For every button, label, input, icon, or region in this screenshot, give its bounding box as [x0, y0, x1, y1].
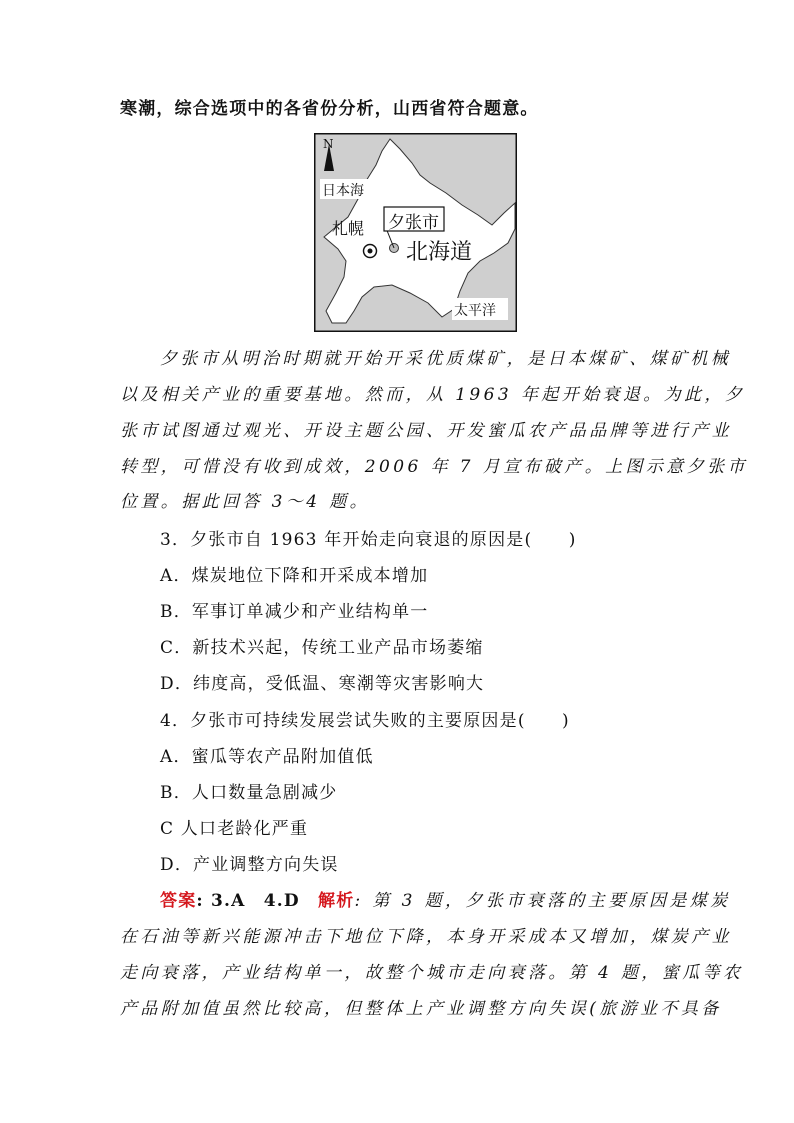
question-3-option-a: A．煤炭地位下降和开采成本增加 — [160, 566, 429, 586]
analysis-label: 解析 — [318, 891, 355, 911]
sapporo-label: 札幌 — [332, 219, 365, 238]
answer-colon: : — [196, 891, 204, 911]
question-3-option-c: C．新技术兴起，传统工业产品市场萎缩 — [160, 638, 484, 658]
question-3-stem: 3．夕张市自 1963 年开始走向衰退的原因是( ) — [160, 530, 577, 550]
analysis-first-line: : 第 3 题，夕张市衰落的主要原因是煤炭 — [354, 891, 731, 911]
analysis-line: 走向衰落，产业结构单一，故整个城市走向衰落。第 4 题，蜜瓜等农 — [120, 963, 744, 983]
pacific-label: 太平洋 — [454, 303, 496, 319]
question-3-option-b: B．军事订单减少和产业结构单一 — [160, 602, 429, 622]
answer-label: 答案 — [160, 891, 197, 911]
hokkaido-map — [314, 133, 517, 332]
question-4-stem: 4．夕张市可持续发展尝试失败的主要原因是( ) — [160, 711, 570, 731]
passage-line: 转型，可惜没有收到成效，2006 年 7 月宣布破产。上图示意夕张市 — [120, 457, 748, 477]
passage-line: 张市试图通过观光、开设主题公园、开发蜜瓜农产品品牌等进行产业 — [120, 421, 732, 441]
capital-marker-dot — [368, 249, 373, 254]
hokkaido-label: 北海道 — [406, 240, 473, 265]
passage-line: 位置。据此回答 3～4 题。 — [120, 492, 371, 512]
question-4-option-a: A．蜜瓜等农产品附加值低 — [160, 747, 374, 767]
answer-keys: 3.A 4.D — [203, 891, 319, 911]
analysis-line: 在石油等新兴能源冲击下地位下降，本身开采成本又增加，煤炭产业 — [120, 927, 732, 947]
question-4-option-d: D．产业调整方向失误 — [160, 855, 339, 875]
passage-line: 夕张市从明治时期就开始开采优质煤矿，是日本煤矿、煤矿机械 — [160, 349, 732, 369]
question-4-option-c: C 人口老龄化严重 — [160, 819, 309, 839]
passage-line: 以及相关产业的重要基地。然而，从 1963 年起开始衰退。为此，夕 — [120, 385, 746, 405]
question-3-option-d: D．纬度高，受低温、寒潮等灾害影响大 — [160, 674, 485, 694]
analysis-line: 产品附加值虽然比较高，但整体上产业调整方向失误(旅游业不具备 — [120, 999, 722, 1019]
intro-line: 寒潮，综合选项中的各省份分析，山西省符合题意。 — [120, 99, 539, 119]
sea-of-japan-label: 日本海 — [322, 183, 364, 199]
yubari-label: 夕张市 — [388, 213, 439, 233]
answer-first-line — [160, 890, 731, 912]
question-4-option-b: B．人口数量急剧减少 — [160, 783, 338, 803]
north-label: N — [323, 137, 334, 151]
